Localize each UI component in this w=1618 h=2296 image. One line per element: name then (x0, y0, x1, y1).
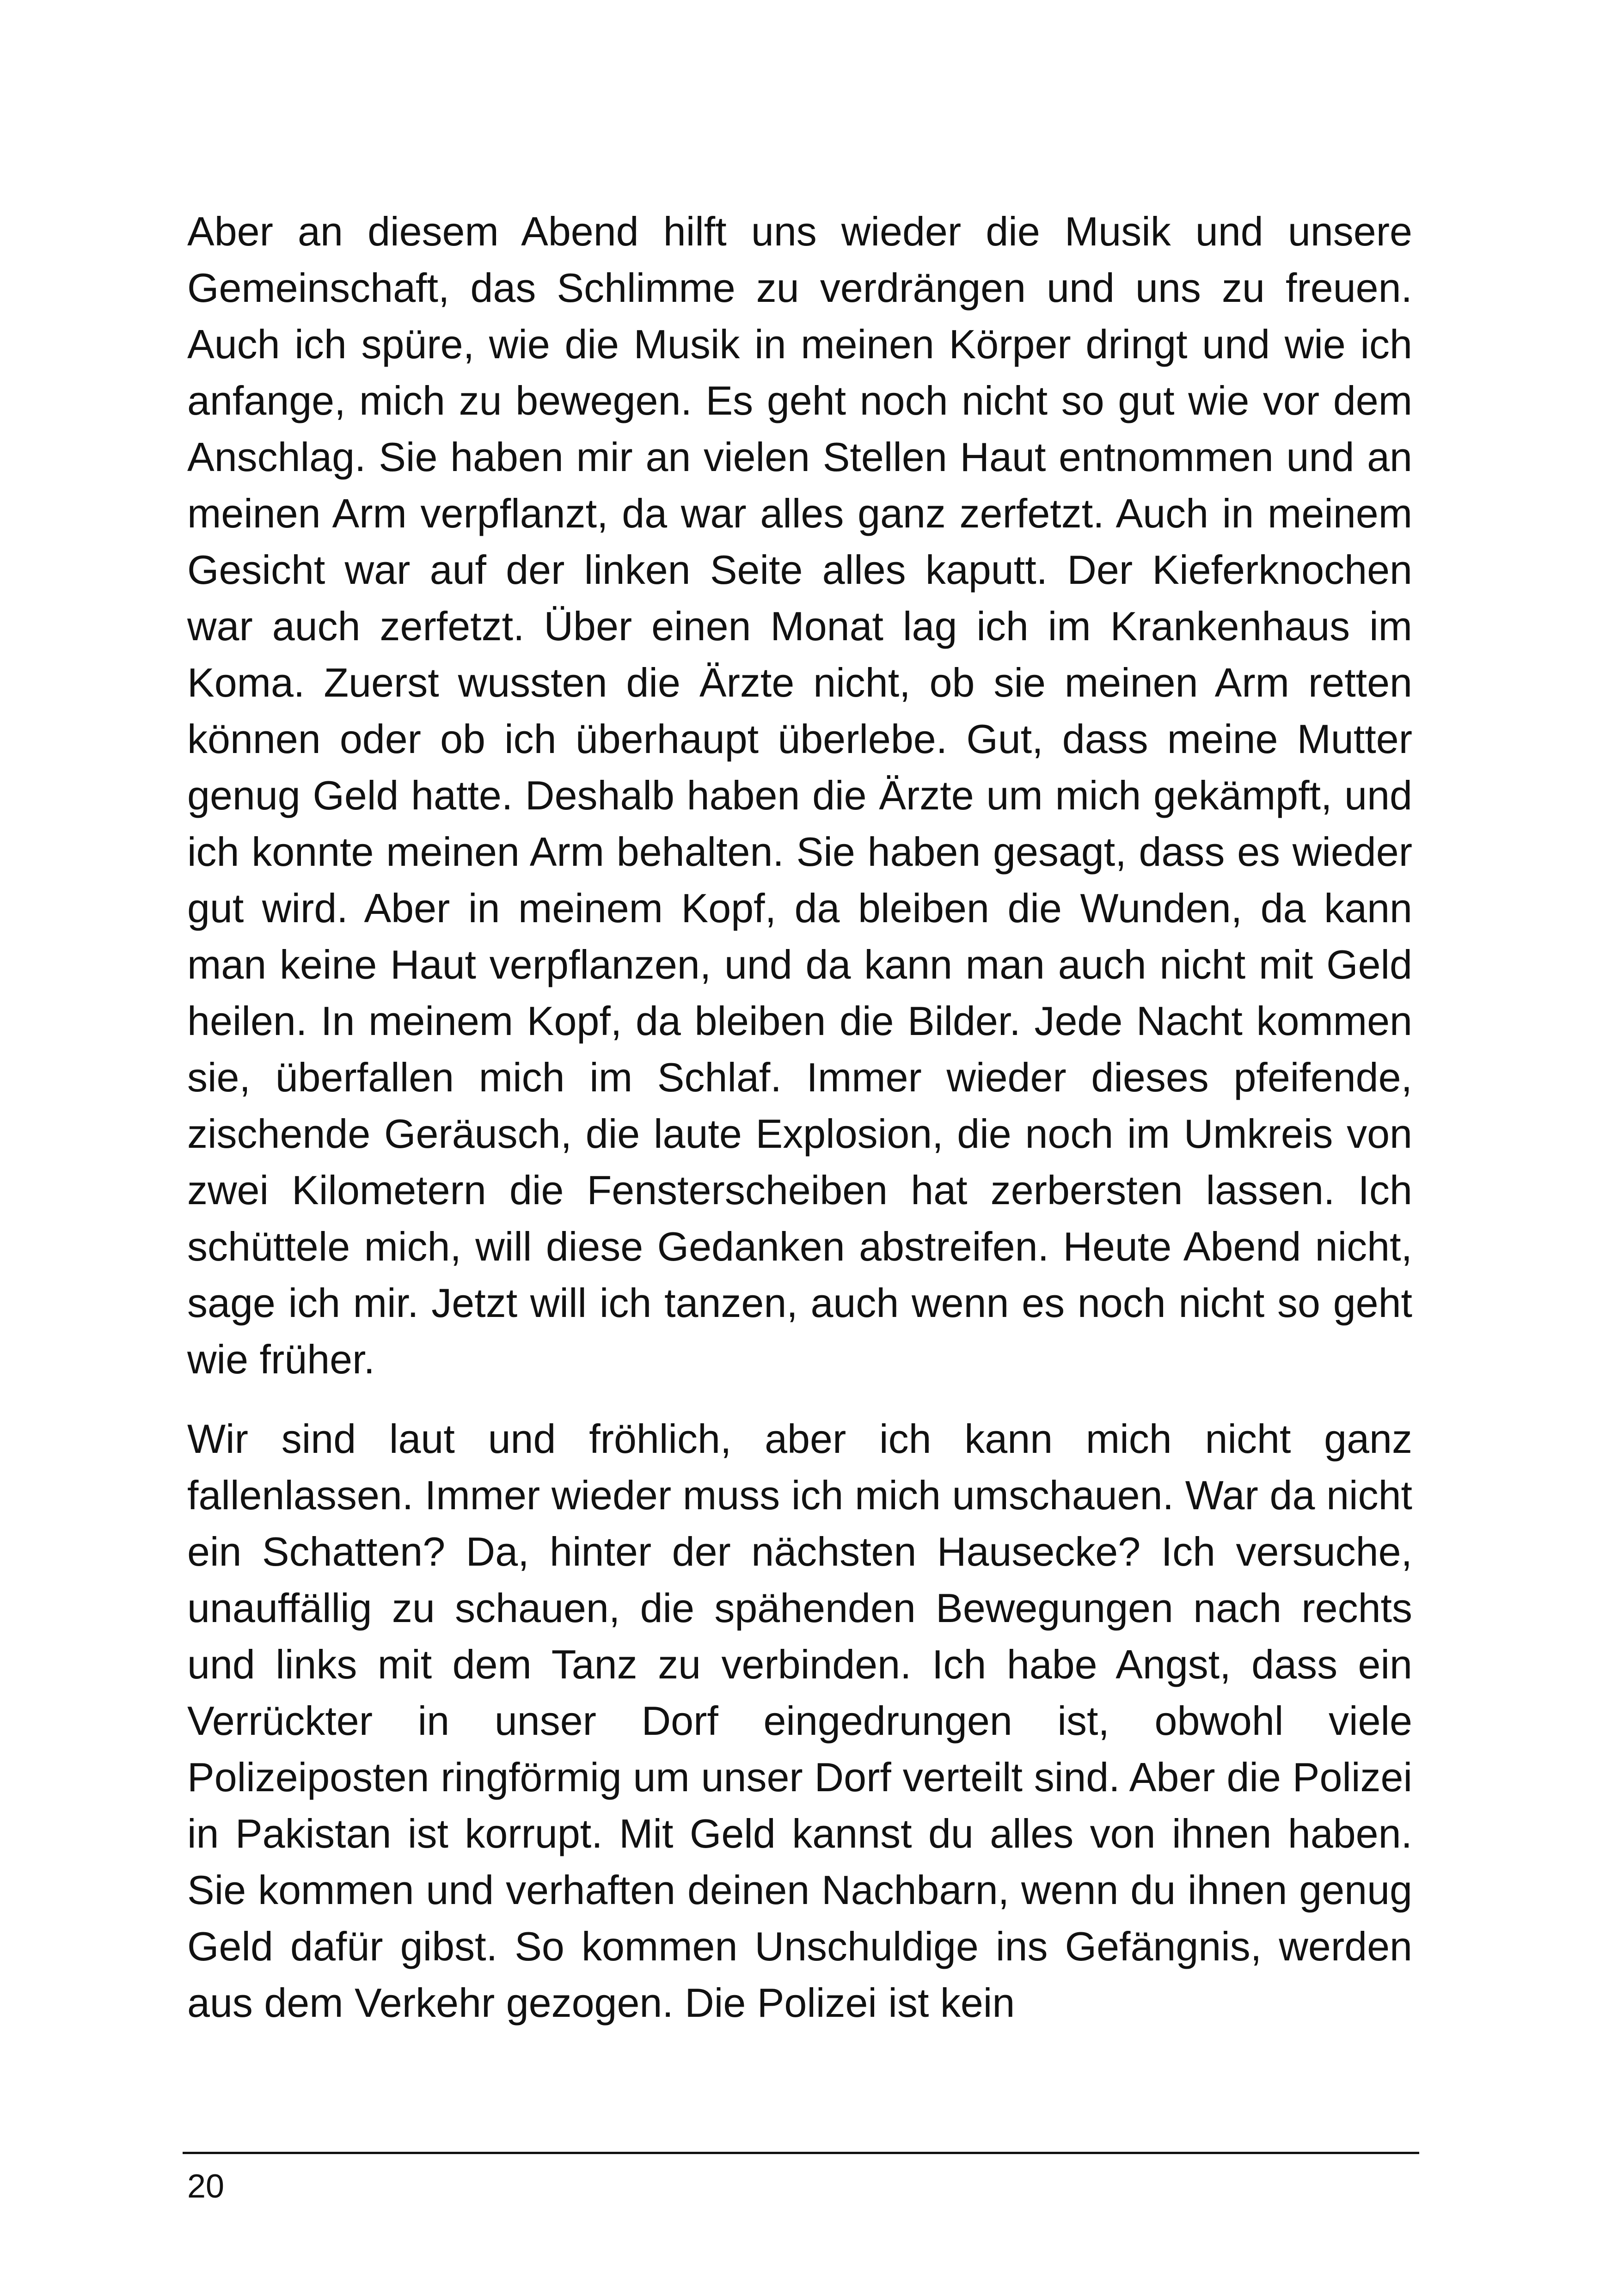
paragraph-2: Wir sind laut und fröhlich, aber ich kann mich nicht ganz fallenlassen. Immer wieder muss ich mich umschauen. War da nicht ein Schatten? Da, hinter der nächsten Hausecke? Ich versuche, unauffällig zu schauen, die spähenden Bewegungen nach rechts und links mit dem Tanz zu verbinden. Ich habe Angst, dass ein Verrückter in unser Dorf eingedrungen ist, obwohl viele Polizeiposten ringförmig um unser Dorf verteilt sind. Aber die Polizei in Pakistan ist korrupt. Mit Geld kannst du alles von ihnen haben. Sie kommen und verhaften deinen Nachbarn, wenn du ihnen genug Geld dafür gibst. So kommen Unschuldige ins Gefängnis, werden aus dem Verkehr gezogen. Die Polizei ist kein (187, 1416, 1412, 2026)
page-number: 20 (187, 2168, 225, 2205)
body-text (187, 203, 1412, 2031)
paragraph-1: Aber an diesem Abend hilft uns wieder die Musik und unsere Gemeinschaft, das Schlimme zu verdrängen und uns zu freuen. Auch ich spüre, wie die Musik in meinen Körper dringt und wie ich anfange, mich zu bewegen. Es geht noch nicht so gut wie vor dem Anschlag. Sie haben mir an vielen Stellen Haut entnommen und an meinen Arm verpflanzt, da war alles ganz zerfetzt. Auch in meinem Gesicht war auf der linken Seite alles kaputt. Der Kieferknochen war auch zerfetzt. Über einen Monat lag ich im Krankenhaus im Koma. Zuerst wussten die Ärzte nicht, ob sie meinen Arm retten können oder ob ich überhaupt überlebe. Gut, dass meine Mutter genug Geld hatte. Deshalb haben die Ärzte um mich gekämpft, und ich konnte meinen Arm behalten. Sie haben gesagt, dass es wieder gut wird. Aber in meinem Kopf, da bleiben die Wunden, da kann man keine Haut verpflanzen, und da kann man auch nicht mit Geld heilen. In meinem Kopf, da bleiben die Bilder. Jede Nacht kommen sie, überfallen mich im Schlaf. Immer wieder dieses pfeifende, zischende Geräusch, die laute Explosion, die noch im Umkreis von zwei Kilometern die Fensterscheiben hat zerbersten lassen. Ich schüttele mich, will diese Gedanken abstreifen. Heute Abend nicht, sage ich mir. Jetzt will ich tanzen, auch wenn es noch nicht so geht wie früher. (187, 208, 1412, 1382)
footer-divider (183, 2152, 1419, 2154)
